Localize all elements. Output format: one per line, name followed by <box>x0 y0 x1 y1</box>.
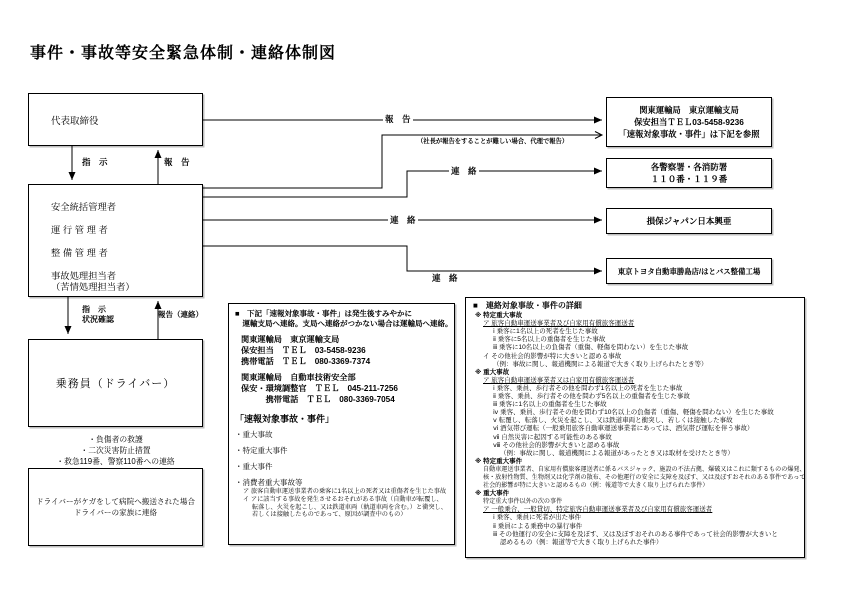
text-line: ・二次災害防止措置 <box>80 446 151 455</box>
text-line: 損保ジャパン日本興亜 <box>646 216 732 226</box>
text-line: ・負傷者の救護 <box>88 435 143 444</box>
text-line: 携帯電話 ＴＥＬ 080-3369-7054 <box>241 395 395 404</box>
text-line: ⅵ 酒気帯び運転（一般乗用旅客自動車運送事業者にあっては、酒気帯び運転を伴う事故） <box>493 425 754 433</box>
text-line: ・消費者重大事故等 <box>235 478 303 487</box>
text-line: （例：事故に関し、報道機関による報道で大きく取り上げられたとき等） <box>493 360 708 368</box>
text-line: 関東運輸局 東京運輸支局 <box>639 105 739 115</box>
text-line: （苦情処理担当者） <box>51 282 135 292</box>
proxy-report-note: （社長が報告をすることが難しい場合、代理で報告） <box>417 138 569 145</box>
text-line: ・特定重大事件 <box>235 446 288 455</box>
text-line <box>235 405 448 410</box>
text-line: イ その他社会的影響が特に大きいと認める事故 <box>483 352 622 360</box>
text-line: イ アに該当する事故を発生させるおそれがある事故（自動車が転覆し、 <box>243 495 443 503</box>
instruct-status-line2: 状況確認 <box>82 315 114 324</box>
text-line: ⅱ 乗客、乗員、歩行者その他を問わず5名以上の重傷者を生じた事故 <box>493 393 690 401</box>
driver-duties-note <box>28 434 203 467</box>
text-line: ⅲ その他運行の安全に支障を及ぼす、又は及ぼすおそれのある事件であって社会的影響が大きいと <box>493 530 778 538</box>
text-line: 関東運輸局 自動車技術安全部 <box>241 373 356 382</box>
text-line: 認めるもの（例：報道等で大きく取り上げられた事件） <box>500 538 663 546</box>
text-line: ドライバーの家族に連絡 <box>73 508 158 517</box>
line-contact-to-police <box>203 171 602 197</box>
police-fire-box <box>606 158 772 188</box>
text-line: ※ 重大事故 <box>475 368 510 376</box>
text-line: 保安担当 ＴＥＬ 03-5458-9236 <box>241 346 366 355</box>
contact-label-insurance: 連 絡 <box>390 215 416 225</box>
text-line: ・救急119番、警察110番への連絡 <box>56 457 175 466</box>
text-line: 関東運輸局 東京運輸支局 <box>241 335 340 344</box>
contact-label-garage: 連 絡 <box>432 273 458 283</box>
page-title: 事件・事故等安全緊急体制・連絡体制図 <box>30 45 337 62</box>
report-contact-label: 報告（連絡） <box>158 310 203 319</box>
text-line: ※ 重大事件 <box>475 490 510 498</box>
transport-bureau-box <box>606 97 772 147</box>
text-line: （例：事故に関し、報道機関による報道があったとき又は取材を受けたとき等） <box>500 449 734 457</box>
details-title: ■ 連絡対象事故・事件の詳細 <box>473 301 582 310</box>
insurance-box <box>606 208 772 234</box>
contact-label-police: 連 絡 <box>451 166 477 176</box>
text-line: 自動車運送事業者、自家用有償旅客運送者に係るバスジャック、施設の不法占拠、爆破又はこれに類するものの爆発、 <box>483 465 806 473</box>
instruct-status-label <box>80 305 116 325</box>
text-line: ⅰ 乗客に1名以上の死者を生じた事故 <box>493 328 598 336</box>
text-line: ・重大事故 <box>235 430 273 439</box>
report-label: 報 告 <box>385 114 411 124</box>
text-line: 運輸支局へ連絡。支局へ連絡がつかない場合は運輸局へ連絡。 <box>235 319 453 328</box>
text-line: 東京トヨタ自動車勝島店/はとバス整備工場 <box>617 266 761 276</box>
text-line: 「速報対象事故・事件」 <box>235 414 335 424</box>
text-line: １１０番・１１９番 <box>650 174 728 184</box>
text-line: ア 旅客自動車運送事業者及び自家用有償旅客運送者 <box>483 320 635 328</box>
instruct-label: 指 示 <box>82 157 108 167</box>
text-line: ⅲ 乗客に10名以上の負傷者（重傷、軽傷を問わない）を生じた事故 <box>493 344 689 352</box>
text-line: ※ 特定重大事件 <box>475 457 523 465</box>
text-line: ⅷ その他社会的影響が大きいと認める事故 <box>493 441 620 449</box>
text-line: ⅱ 乗客に5名以上の重傷者を生じた事故 <box>493 336 606 344</box>
text-line: ⅶ 自然災害に起因する可能性のある事故 <box>493 433 612 441</box>
text-line: ・重大事件 <box>235 462 273 471</box>
text-line: 転落し、火災を起こし、又は鉄道車両（軌道車両を含む。）と衝突し、 <box>252 503 447 511</box>
text-line: ⅰ 乗客、乗員、歩行者その他を問わず1名以上の死者を生じた事故 <box>493 384 683 392</box>
text-line: 保安・環境調整官 ＴＥＬ 045-211-7256 <box>241 384 398 393</box>
text-line: 整 備 管 理 者 <box>51 248 108 258</box>
text-line: 特定重大事件以外の次の事件 <box>483 498 563 506</box>
driver-box: 乗務員（ドライバー） <box>28 339 203 427</box>
text-line: ⅳ 乗客、乗員、歩行者その他を問わず10名以上の負傷者（重傷、軽傷を問わない）を生じた事故 <box>493 409 774 417</box>
report-up-label: 報 告 <box>164 157 190 167</box>
text-line: 運 行 管 理 者 <box>51 225 108 235</box>
text-line: ドライバーがケガをして病院へ搬送された場合 <box>36 497 195 506</box>
garage-box <box>606 258 772 284</box>
text-line: 核・放射性物質、生物剤又は化学剤の散布、その他運行の安全に支障を及ぼす、又は及ぼすおそれのある事件であって <box>483 473 806 481</box>
text-line: ア 旅客自動車運送事業者又は自家用有償旅客運送者 <box>483 376 635 384</box>
text-line: ⅴ 転覆し、転落し、火災を起こし、又は鉄道車両と衝突し、若しくは接触した事故 <box>493 417 733 425</box>
text-line: ア 一般乗合、一般貸切、特定旅客自動車運送事業者及び自家用有償旅客運送者 <box>483 506 713 514</box>
text-line: ※ 特定重大事故 <box>475 312 523 320</box>
details-body <box>473 312 806 547</box>
family-contact-box <box>28 468 203 546</box>
line-contact-to-garage <box>203 246 602 271</box>
text-line: 携帯電話 ＴＥＬ 080-3369-7374 <box>241 357 371 366</box>
text-line: ■ 下記「速報対象事故・事件」は発生後すみやかに <box>235 309 413 318</box>
text-line: 「速報対象事故・事件」は下記を参照 <box>618 129 760 139</box>
text-line: ア 旅客自動車運送事業者の乗客に1名以上の死者又は重傷者を生じた事故 <box>243 488 447 495</box>
text-line: 社会的影響が特に大きいと認めるもの（例：報道等で大きく取り上げられた事件） <box>483 482 709 490</box>
instruct-status-line1: 指 示 <box>82 305 106 314</box>
text-line: 保安担当ＴＥＬ03-5458-9236 <box>634 117 744 127</box>
text-line: ⅲ 乗客に1名以上の重傷者を生じた事故 <box>493 401 607 409</box>
urgent-report-notice-panel <box>228 303 455 545</box>
managers-box <box>28 184 203 297</box>
text-line: 各警察署・各消防署 <box>650 162 728 172</box>
text-line: ⅱ 乗員による乗務中の暴行事件 <box>493 522 583 530</box>
incident-details-panel <box>465 297 805 558</box>
text-line: 安全統括管理者 <box>51 202 117 212</box>
director-box: 代表取締役 <box>28 93 203 146</box>
text-line: ⅰ 乗客、乗員に死者が出た事件 <box>493 514 582 522</box>
text-line: 事故処理担当者 <box>51 271 117 281</box>
text-line: 若しくは接触したものであって、原因が調査中のもの） <box>252 511 407 519</box>
